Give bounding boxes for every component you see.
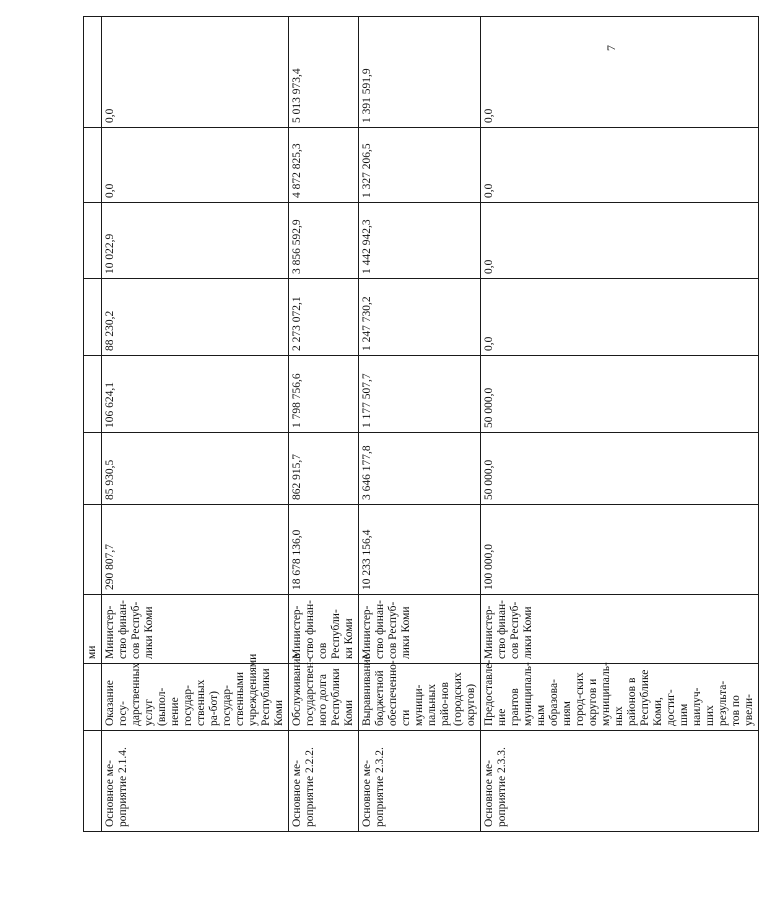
event-cell: Основное ме-роприятие 2.2.2. [289, 731, 359, 832]
description-cell: Предоставле-ние грантов муниципаль-ным образова-ниям город-ских округов и муниципаль-ных районов в Республике Коми, достиг-шим наилуч-ших результа-тов по увели- [481, 664, 759, 731]
event-cell: Основное ме-роприятие 2.3.2. [359, 731, 481, 832]
value-cell: 85 930,5 [102, 433, 289, 505]
value-cell: 4 872 825,3 [289, 128, 359, 203]
header-cell-empty [84, 356, 102, 433]
table-row [102, 17, 289, 832]
header-cell-empty [84, 128, 102, 203]
value-cell: 1 177 507,7 [359, 356, 481, 433]
value-cell: 100 000,0 [481, 505, 759, 595]
page-number: 7 [604, 45, 618, 51]
value-cell: 18 678 136,0 [289, 505, 359, 595]
header-cell-empty [84, 433, 102, 505]
value-cell: 10 233 156,4 [359, 505, 481, 595]
table-row [289, 17, 359, 832]
header-cell: ми [84, 595, 102, 664]
value-cell: 3 646 177,8 [359, 433, 481, 505]
value-cell: 5 013 973,4 [289, 17, 359, 128]
description-cell: Выравнивание бюджетной обеспеченно-сти муници-пальных райо-нов (городских округов) [359, 664, 481, 731]
value-cell: 0,0 [481, 17, 759, 128]
value-cell: 1 442 942,3 [359, 203, 481, 279]
value-cell: 2 273 072,1 [289, 279, 359, 356]
description-cell: Обслуживание государствен-ного долга Республики Коми [289, 664, 359, 731]
value-cell: 1 391 591,9 [359, 17, 481, 128]
executor-cell: Министер-ство финан-сов Респуб-лики Коми [102, 595, 289, 664]
value-cell: 0,0 [481, 128, 759, 203]
description-cell: Оказание госу-дарственных услуг (выпол-нение государ-ственных ра-бот) государ-ственными учреждениями Республики Коми [102, 664, 289, 731]
rotated-table-sheet [83, 17, 755, 832]
value-cell: 290 807,7 [102, 505, 289, 595]
executor-cell: Министер-ство финан-сов Респуб-лики Коми [481, 595, 759, 664]
value-cell: 50 000,0 [481, 433, 759, 505]
value-cell: 88 230,2 [102, 279, 289, 356]
financing-table [83, 16, 759, 832]
header-cell-empty [84, 279, 102, 356]
table-row [481, 17, 759, 832]
event-cell: Основное ме-роприятие 2.3.3. [481, 731, 759, 832]
value-cell: 106 624,1 [102, 356, 289, 433]
header-cell-empty [84, 664, 102, 731]
table-header-row [84, 17, 102, 832]
value-cell: 0,0 [481, 203, 759, 279]
event-cell: Основное ме-роприятие 2.1.4. [102, 731, 289, 832]
header-cell-empty [84, 17, 102, 128]
value-cell: 1 798 756,6 [289, 356, 359, 433]
header-cell-empty [84, 731, 102, 832]
value-cell: 0,0 [102, 17, 289, 128]
value-cell: 10 022,9 [102, 203, 289, 279]
value-cell: 1 327 206,5 [359, 128, 481, 203]
table-row [359, 17, 481, 832]
header-cell-empty [84, 203, 102, 279]
value-cell: 0,0 [481, 279, 759, 356]
header-cell-empty [84, 505, 102, 595]
value-cell: 0,0 [102, 128, 289, 203]
value-cell: 3 856 592,9 [289, 203, 359, 279]
value-cell: 50 000,0 [481, 356, 759, 433]
value-cell: 862 915,7 [289, 433, 359, 505]
executor-cell: Министер-ство финан-сов Республи-ки Коми [289, 595, 359, 664]
executor-cell: Министер-ство финан-сов Респуб-лики Коми [359, 595, 481, 664]
value-cell: 1 247 730,2 [359, 279, 481, 356]
